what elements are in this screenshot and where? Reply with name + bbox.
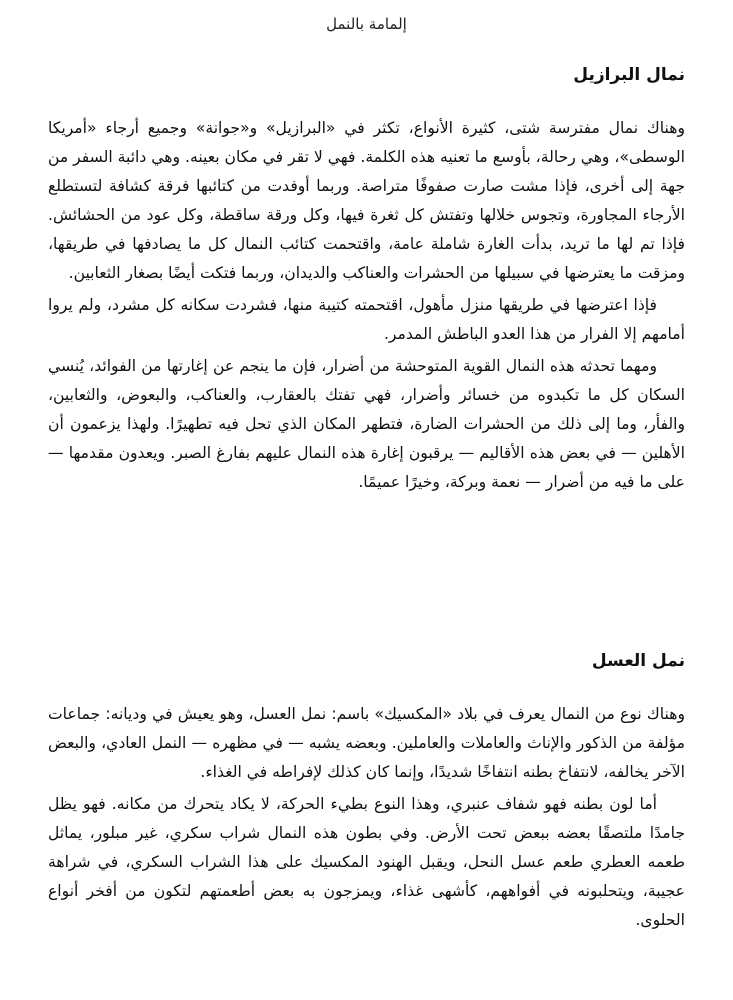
section-body-brazil-ants (48, 114, 685, 500)
section-body-honey-ants (48, 700, 685, 938)
paragraph: ومهما تحدثه هذه النمال القوية المتوحشة من أضرار، فإن ما ينجم عن إغارتها من الفوائد، يُنسي السكان كل ما تكبدوه من خسائر وأضرار، فهي تفتك بالعقارب، والعناكب، والبعوض، والثعابين، والفأر، وما إلى ذلك من الحشرات الضارة، فتطهر المكان الذي تحل فيه تطهيرًا. ولهذا يزعمون أن الأهلين — في بعض هذه الأقاليم — يرقبون إغارة هذه النمال عليهم بفارغ الصبر. ويعدون مقدمها — على ما فيه من أضرار — نعمة وبركة، وخيرًا عميمًا. (48, 357, 685, 491)
paragraph: وهناك نمال مفترسة شتى، كثيرة الأنواع، تكثر في «البرازيل» و«جوانة» وجميع أرجاء «أمريكا الوسطى»، وهي رحالة، بأوسع ما تعنيه هذه الكلمة. فهي لا تقر في مكان بعينه. وهي دائبة السفر من جهة إلى أخرى، فإذا مشت صارت صفوفًا متراصة. وربما أوفدت من كتائبها فرقة كشافة لتستطلع الأرجاء المجاورة، وتجوس خلالها وتفتش كل ثغرة فيها، وكل ورقة ساقطة، وكل عود من الحشائش. فإذا تم لها ما تريد، بدأت الغارة شاملة عامة، واقتحمت كتائب النمال كل ما يصادفها في طريقها، ومزقت ما يعترضها في سبيلها من الحشرات والعناكب والديدان، وربما فتكت أيضًا بصغار الثعابين. (48, 119, 685, 282)
section-title-brazil-ants: نمال البرازيل (573, 65, 685, 85)
paragraph: فإذا اعترضها في طريقها منزل مأهول، اقتحمته كتيبة منها، فشردت سكانه كل مشرد، ولم يروا أمامهم إلا الفرار من هذا العدو الباطش المدمر. (48, 296, 685, 343)
running-header: إلمامة بالنمل (326, 15, 407, 33)
paragraph: وهناك نوع من النمال يعرف في بلاد «المكسيك» باسم: نمل العسل، وهو يعيش في وديانه: جماعات مؤلفة من الذكور والإناث والعاملات والعاملين. وبعضه يشبه — في مظهره — النمل العادي، والبعض الآخر يخالفه، لانتفاخ بطنه انتفاخًا شديدًا، وإنما كان كذلك لإفراطه في الغذاء. (48, 705, 685, 781)
paragraph: أما لون بطنه فهو شفاف عنبري، وهذا النوع بطيء الحركة، لا يكاد يتحرك من مكانه. فهو يظل جامدًا ملتصقًا بعضه ببعض تحت الأرض. وفي بطون هذه النمال شراب سكري، غير مبلور، يماثل طعمه العطري طعم عسل النحل، ويقبل الهنود المكسيك على هذا الشراب السكري، في شراهة عجيبة، ويتحلبونه في أفواههم، كأشهى غذاء، ويمزجون به بعض أطعمتهم لتكون من أفخر أنواع الحلوى. (48, 795, 685, 929)
section-title-honey-ants: نمل العسل (591, 651, 685, 671)
